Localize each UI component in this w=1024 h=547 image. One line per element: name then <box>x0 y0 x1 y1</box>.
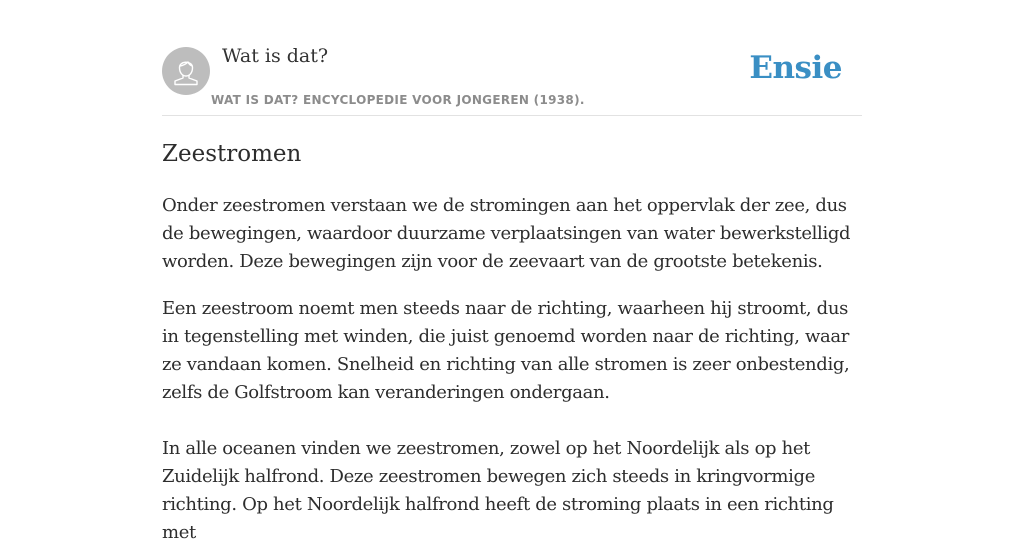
source-header <box>162 0 862 116</box>
article-paragraph: In alle oceanen vinden we zeestromen, zowel op het Noordelijk als op het Zuidelijk halfrond. Deze zeestromen bewegen zich steeds in kringvormige richting. Op het Noordelijk halfrond heeft de stroming plaats in een richting met <box>162 438 834 543</box>
source-subtitle[interactable]: WAT IS DAT? ENCYCLOPEDIE VOOR JONGEREN (1938). <box>211 93 585 107</box>
article-paragraph: Onder zeestromen verstaan we de stromingen aan het oppervlak der zee, dus de bewegingen, waardoor duurzame verplaatsingen van water bewerkstelligd worden. Deze bewegingen zijn voor de zeevaart van de grootste betekenis. <box>162 195 851 272</box>
article-paragraph: Een zeestroom noemt men steeds naar de richting, waarheen hij stroomt, dus in tegenstelling met winden, die juist genoemd worden naar de richting, waar ze vandaan komen. Snelheid en richting van alle stromen is zeer onbestendig, zelfs de Golfstroom kan veranderingen ondergaan. <box>162 298 850 403</box>
ensie-logo[interactable]: Ensie <box>749 50 842 86</box>
article-title: Zeestromen <box>162 141 302 167</box>
source-title[interactable]: Wat is dat? <box>222 45 329 67</box>
article-content <box>162 138 862 547</box>
user-silhouette-icon <box>162 47 210 95</box>
source-avatar[interactable] <box>162 47 210 95</box>
